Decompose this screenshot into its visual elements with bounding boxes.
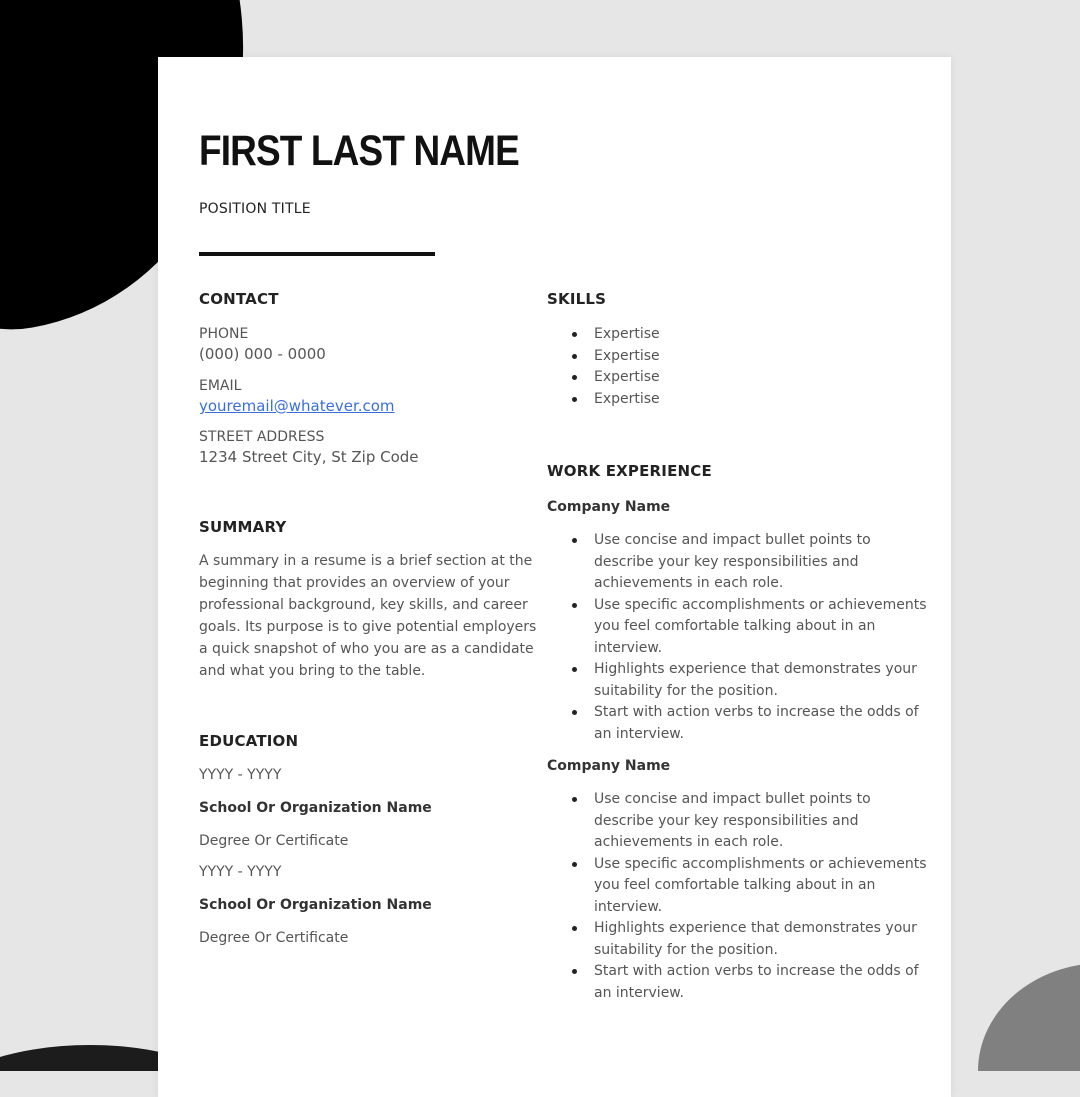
address-value: 1234 Street City, St Zip Code — [199, 448, 419, 466]
summary-section — [199, 518, 549, 682]
skill-item: Expertise — [547, 346, 932, 368]
education-section — [199, 732, 549, 946]
summary-heading: SUMMARY — [199, 518, 287, 536]
job-bullet: Highlights experience that demonstrates your suitability for the position. — [547, 659, 932, 702]
job-entry — [547, 499, 932, 745]
phone-label: PHONE — [199, 326, 249, 342]
job-bullet: Start with action verbs to increase the odds of an interview. — [547, 702, 932, 745]
position-title: POSITION TITLE — [199, 201, 311, 217]
job-bullets — [547, 530, 932, 745]
job-entry — [547, 758, 932, 1004]
skills-heading: SKILLS — [547, 290, 607, 308]
education-entry — [199, 767, 549, 849]
resume-name: FIRST LAST NAME — [199, 127, 519, 175]
job-bullet: Use specific accomplishments or achievements you feel comfortable talking about in an interview. — [547, 595, 932, 660]
address-label: STREET ADDRESS — [199, 429, 325, 445]
job-bullet: Highlights experience that demonstrates your suitability for the position. — [547, 918, 932, 961]
job-bullet: Start with action verbs to increase the odds of an interview. — [547, 961, 932, 1004]
work-experience-heading: WORK EXPERIENCE — [547, 462, 712, 480]
education-school: School Or Organization Name — [199, 800, 432, 816]
skills-list — [547, 324, 932, 410]
background-gray-blob — [978, 963, 1080, 1071]
skill-item: Expertise — [547, 367, 932, 389]
job-bullets — [547, 789, 932, 1004]
education-heading: EDUCATION — [199, 732, 299, 750]
email-link[interactable]: youremail@whatever.com — [199, 397, 395, 415]
contact-heading: CONTACT — [199, 290, 279, 308]
summary-text: A summary in a resume is a brief section at the beginning that provides an overview of your professional background, key skills, and career goals. Its purpose is to give potential employers a quick snapshot of who you are as a candidate and what you bring to the table. — [199, 553, 537, 679]
skill-item: Expertise — [547, 389, 932, 411]
contact-section — [199, 290, 549, 466]
skill-item: Expertise — [547, 324, 932, 346]
education-years: YYYY - YYYY — [199, 767, 282, 783]
resume-page — [158, 57, 951, 1097]
job-bullet: Use concise and impact bullet points to describe your key responsibilities and achievements in each role. — [547, 530, 932, 595]
job-bullet: Use concise and impact bullet points to describe your key responsibilities and achievements in each role. — [547, 789, 932, 854]
company-name: Company Name — [547, 499, 671, 515]
left-column — [199, 290, 549, 946]
skills-section — [547, 290, 932, 410]
education-degree: Degree Or Certificate — [199, 930, 349, 946]
work-experience-section — [547, 462, 932, 1004]
header-divider — [199, 252, 435, 256]
email-label: EMAIL — [199, 378, 242, 394]
education-school: School Or Organization Name — [199, 897, 432, 913]
phone-value: (000) 000 - 0000 — [199, 345, 326, 363]
job-bullet: Use specific accomplishments or achievements you feel comfortable talking about in an interview. — [547, 854, 932, 919]
right-column — [547, 290, 932, 1004]
company-name: Company Name — [547, 758, 671, 774]
education-degree: Degree Or Certificate — [199, 833, 349, 849]
education-years: YYYY - YYYY — [199, 864, 282, 880]
education-entry — [199, 864, 549, 946]
